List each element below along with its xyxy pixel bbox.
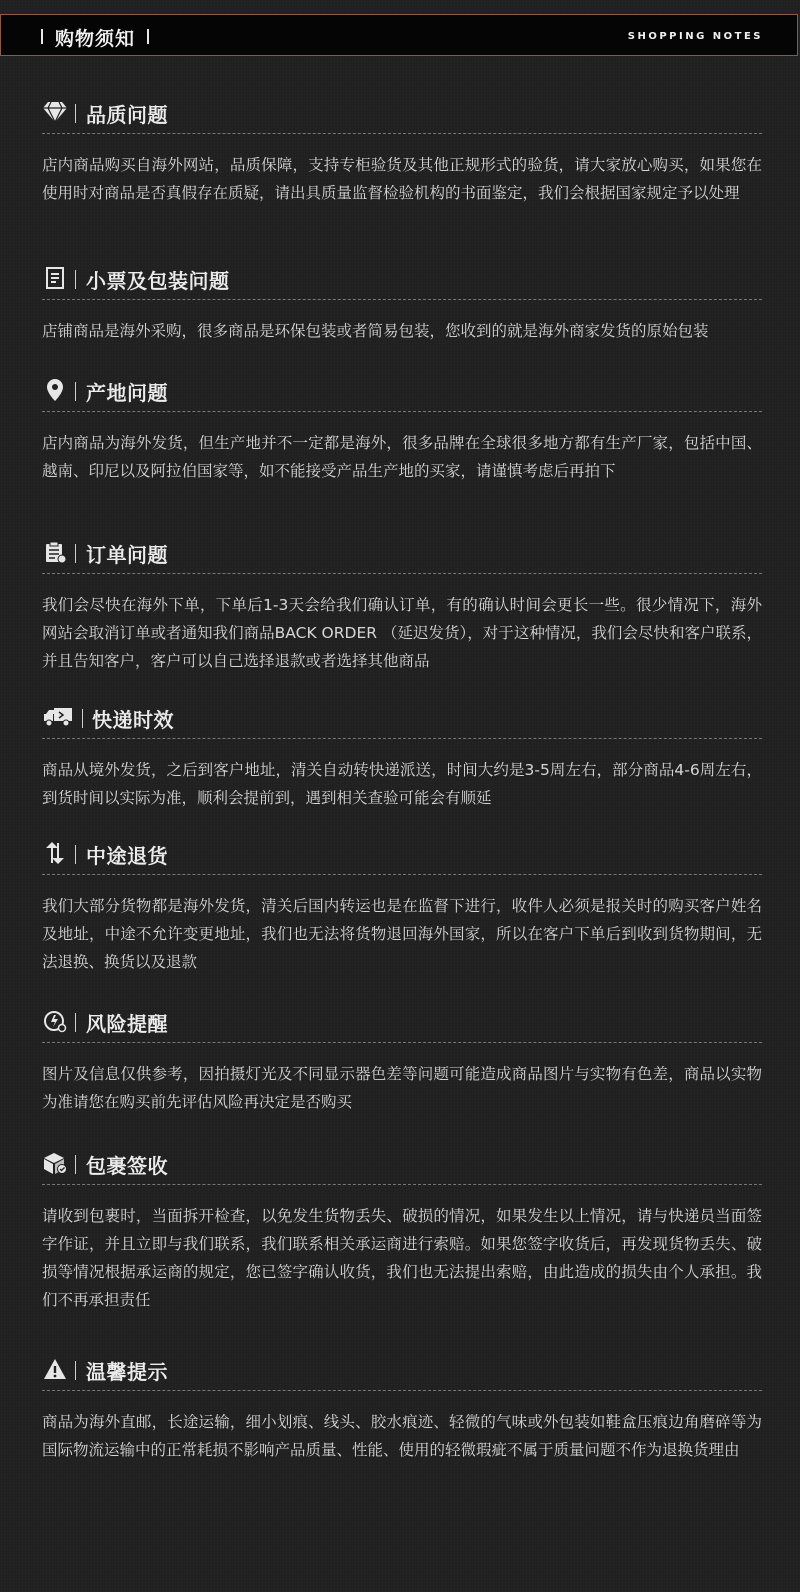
transfer-arrows-icon xyxy=(42,840,68,866)
dashed-divider xyxy=(42,1390,762,1391)
title-separator xyxy=(75,1361,76,1380)
delivery-truck-icon xyxy=(42,704,74,730)
title-separator xyxy=(75,544,76,563)
page-title: 购物须知 xyxy=(55,28,136,50)
section-header xyxy=(42,375,762,407)
warning-triangle-icon xyxy=(42,1356,68,1382)
section-title: 订单问题 xyxy=(86,543,168,567)
diamond-icon xyxy=(42,99,68,125)
dashed-divider xyxy=(42,874,762,875)
section-title: 包裹签收 xyxy=(86,1154,168,1178)
dashed-divider xyxy=(42,133,762,134)
section-header xyxy=(42,1148,762,1180)
location-pin-icon xyxy=(42,377,68,403)
section-risk xyxy=(42,1006,762,1111)
section-package-receipt xyxy=(42,1148,762,1309)
title-separator xyxy=(75,1013,76,1032)
section-header xyxy=(42,537,762,569)
section-text: 图片及信息仅供参考，因拍摄灯光及不同显示器色差等问题可能造成商品图片与实物有色差，商品以实物为准请您在购买前先评估风险再决定是否购买 xyxy=(42,1065,762,1111)
section-title: 温馨提示 xyxy=(86,1360,168,1384)
section-text: 店铺商品是海外采购，很多商品是环保包装或者简易包装，您收到的就是海外商家发货的原始包装 xyxy=(42,322,709,340)
section-title: 中途退货 xyxy=(86,844,168,868)
section-title: 风险提醒 xyxy=(86,1012,168,1036)
section-title: 产地问题 xyxy=(86,381,168,405)
section-header xyxy=(42,1354,762,1386)
section-receipt-packaging xyxy=(42,263,762,340)
section-text: 我们会尽快在海外下单，下单后1-3天会给我们确认订单，有的确认时间会更长一些。很少情况下，海外网站会取消订单或者通知我们商品BACK ORDER （延迟发货），对于这种情况，我们会尽快和客户联系，并且告知客户，客户可以自己选择退款或者选择其他商品 xyxy=(42,596,762,670)
dashed-divider xyxy=(42,411,762,412)
clipboard-icon xyxy=(42,539,68,565)
section-header xyxy=(42,263,762,295)
section-text: 店内商品为海外发货，但生产地并不一定都是海外，很多品牌在全球很多地方都有生产厂家，包括中国、越南、印尼以及阿拉伯国家等，如不能接受产品生产地的买家，请谨慎考虑后再拍下 xyxy=(42,434,762,480)
section-mid-return xyxy=(42,838,762,971)
title-separator xyxy=(75,104,76,123)
header-left-bar xyxy=(41,29,43,44)
section-title: 小票及包装问题 xyxy=(86,269,230,293)
section-delivery-time xyxy=(42,702,762,807)
header-banner xyxy=(0,14,798,56)
receipt-icon xyxy=(42,265,68,291)
section-text: 商品为海外直邮，长途运输，细小划痕、线头、胶水痕迹、轻微的气味或外包装如鞋盒压痕边角磨碎等为国际物流运输中的正常耗损不影响产品质量、性能、使用的轻微瑕疵不属于质量问题不作为退换货理由 xyxy=(42,1413,762,1459)
section-text: 我们大部分货物都是海外发货，清关后国内转运也是在监督下进行，收件人必须是报关时的购买客户姓名及地址，中途不允许变更地址，我们也无法将货物退回海外国家，所以在客户下单后到收到货物期间，无法退换、换货以及退款 xyxy=(42,897,762,971)
section-title: 品质问题 xyxy=(86,103,168,127)
dashed-divider xyxy=(42,1184,762,1185)
section-text: 商品从境外发货，之后到客户地址，清关自动转快递派送，时间大约是3-5周左右，部分商品4-6周左右，到货时间以实际为准，顺利会提前到，遇到相关查验可能会有顺延 xyxy=(42,761,762,807)
header-right-bar xyxy=(147,29,149,44)
section-origin xyxy=(42,375,762,480)
section-header xyxy=(42,702,762,734)
section-title: 快递时效 xyxy=(92,708,174,732)
page-subtitle: SHOPPING NOTES xyxy=(627,31,763,42)
dashed-divider xyxy=(42,573,762,574)
title-separator xyxy=(75,382,76,401)
title-separator xyxy=(75,1155,76,1174)
title-separator xyxy=(75,845,76,864)
section-tips xyxy=(42,1354,762,1459)
section-text: 请收到包裹时，当面拆开检查，以免发生货物丢失、破损的情况，如果发生以上情况，请与快递员当面签字作证，并且立即与我们联系，我们联系相关承运商进行索赔。如果您签字收货后，再发现货物丢失、破损等情况根据承运商的规定，您已签字确认收货，我们也无法提出索赔，由此造成的损失由个人承担。我们不再承担责任 xyxy=(42,1207,762,1309)
section-header xyxy=(42,1006,762,1038)
section-header xyxy=(42,838,762,870)
section-order xyxy=(42,537,762,670)
title-separator xyxy=(82,709,83,728)
dashed-divider xyxy=(42,738,762,739)
section-text: 店内商品购买自海外网站，品质保障，支持专柜验货及其他正规形式的验货，请大家放心购买，如果您在使用时对商品是否真假存在质疑，请出具质量监督检验机构的书面鉴定，我们会根据国家规定予以处理 xyxy=(42,156,762,202)
section-quality xyxy=(42,97,762,202)
dashed-divider xyxy=(42,299,762,300)
risk-alert-icon xyxy=(42,1008,68,1034)
dashed-divider xyxy=(42,1042,762,1043)
section-header xyxy=(42,97,762,129)
title-separator xyxy=(75,270,76,289)
package-check-icon xyxy=(42,1150,68,1176)
